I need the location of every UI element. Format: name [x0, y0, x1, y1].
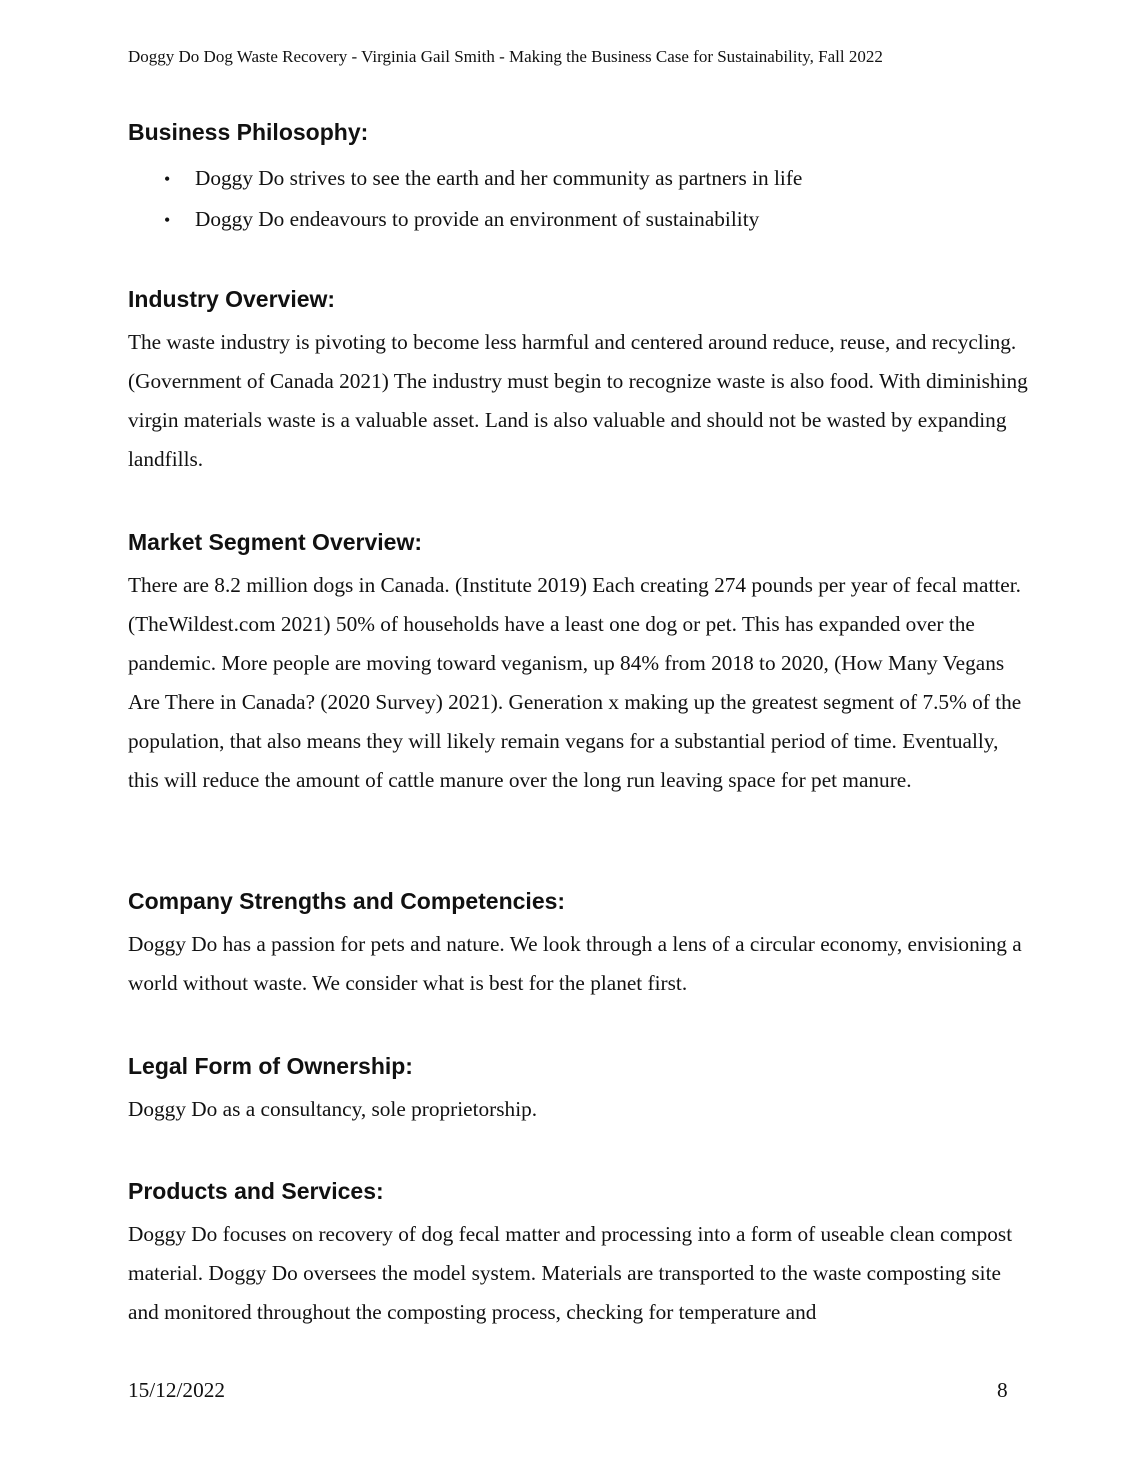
section-paragraph: The waste industry is pivoting to become less harmful and centered around reduce, reuse, and recycling. (Government of Canada 2021) The industry must begin to recognize waste is also food. With diminishing virgin materials waste is a valuable asset. Land is also valuable and should not be wasted by expanding landfills.: [128, 330, 1028, 471]
bullet-item: [128, 158, 1028, 199]
section-paragraph: There are 8.2 million dogs in Canada. (Institute 2019) Each creating 274 pounds per year of fecal matter. (TheWildest.com 2021) 50% of households have a least one dog or pet. This has expanded over the pandemic. More people are moving toward veganism, up 84% from 2018 to 2020, (How Many Vegans Are There in Canada? (2020 Survey) 2021). Generation x making up the greatest segment of 7.5% of the population, that also means they will likely remain vegans for a substantial period of time. Eventually, this will reduce the amount of cattle manure over the long run leaving space for pet manure.: [128, 573, 1022, 792]
section-products-services: [128, 1177, 1028, 1332]
section-heading: Company Strengths and Competencies:: [128, 888, 566, 914]
section-business-philosophy: [128, 118, 1028, 240]
bullet-icon: •: [164, 169, 171, 189]
bullet-list: [128, 158, 1028, 240]
section-paragraph: Doggy Do has a passion for pets and nature. We look through a lens of a circular economy, envisioning a world without waste. We consider what is best for the planet first.: [128, 932, 1022, 995]
section-heading: Legal Form of Ownership:: [128, 1053, 413, 1079]
section-paragraph: Doggy Do focuses on recovery of dog fecal matter and processing into a form of useable clean compost material. Doggy Do oversees the model system. Materials are transported to the waste composting site and monitored throughout the composting process, checking for temperature and: [128, 1222, 1013, 1324]
section-heading: Industry Overview:: [128, 286, 336, 312]
page-number: 8: [997, 1378, 1008, 1402]
section-heading: Business Philosophy:: [128, 119, 369, 145]
section-legal-form: [128, 1052, 1028, 1129]
section-market-segment-overview: [128, 528, 1028, 800]
section-heading: Market Segment Overview:: [128, 529, 423, 555]
bullet-icon: •: [164, 210, 171, 230]
footer-date: 15/12/2022: [128, 1378, 226, 1402]
running-header: Doggy Do Dog Waste Recovery - Virginia Gail Smith - Making the Business Case for Sustainability, Fall 2022: [128, 47, 883, 66]
bullet-text: Doggy Do endeavours to provide an environment of sustainability: [195, 207, 760, 231]
section-heading: Products and Services:: [128, 1178, 384, 1204]
section-company-strengths: [128, 887, 1028, 1003]
section-industry-overview: [128, 285, 1028, 479]
bullet-item: [128, 199, 1028, 240]
bullet-text: Doggy Do strives to see the earth and her community as partners in life: [195, 166, 803, 190]
section-paragraph: Doggy Do as a consultancy, sole proprietorship.: [128, 1097, 538, 1121]
